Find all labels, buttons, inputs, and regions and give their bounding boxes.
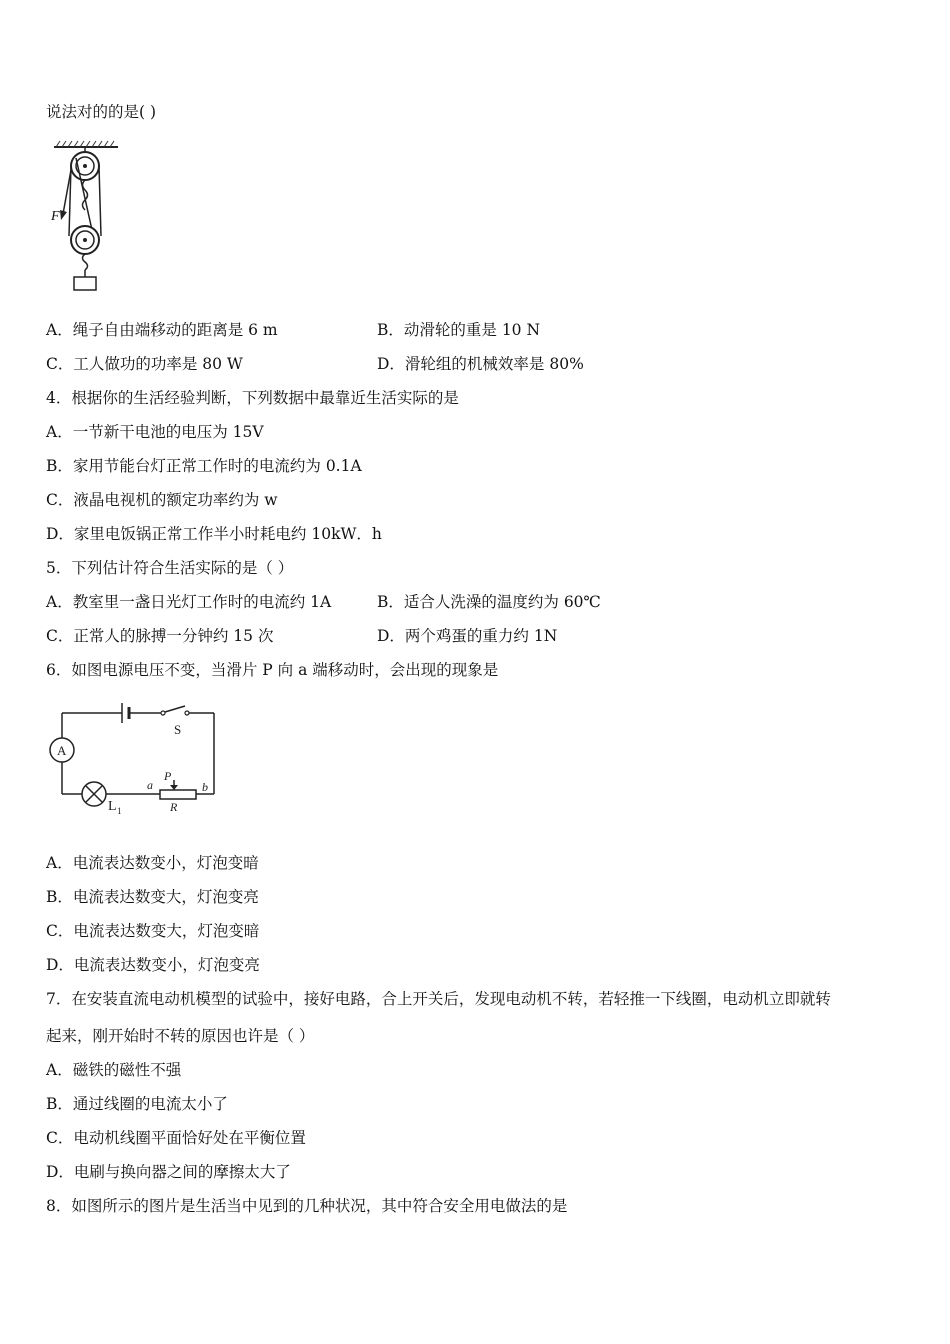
q3-option-d: D．滑轮组的机械效率是 80% bbox=[377, 355, 584, 373]
q8-stem: 8．如图所示的图片是生活当中见到的几种状况，其中符合安全用电做法的是 bbox=[46, 1197, 568, 1215]
switch-blade bbox=[165, 706, 185, 712]
lamp-subscript: 1 bbox=[117, 806, 122, 816]
switch-label: S bbox=[174, 722, 182, 737]
q7-stem-line2: 起来，刚开始时不转的原因也许是（ ） bbox=[46, 1027, 315, 1045]
q4-option-c: C．液晶电视机的额定功率约为 w bbox=[46, 491, 278, 509]
q3-option-a: A．绳子自由端移动的距离是 6 m bbox=[46, 321, 278, 339]
a-end-label: a bbox=[147, 778, 153, 792]
q7-option-b: B．通过线圈的电流太小了 bbox=[46, 1095, 228, 1113]
q7-option-a: A．磁铁的磁性不强 bbox=[46, 1061, 182, 1079]
q6-option-d: D．电流表达数变小，灯泡变亮 bbox=[46, 956, 260, 974]
q5-option-a: A．教室里一盏日光灯工作时的电流约 1A bbox=[46, 593, 332, 611]
q3-option-b: B．动滑轮的重是 10 N bbox=[377, 321, 541, 339]
q6-option-b: B．电流表达数变大，灯泡变亮 bbox=[46, 888, 259, 906]
q5-stem: 5．下列估计符合生活实际的是（ ） bbox=[46, 559, 294, 577]
q4-option-d: D．家里电饭锅正常工作半小时耗电约 10kW．h bbox=[46, 525, 382, 543]
lamp-label: L bbox=[108, 799, 117, 814]
p-label: P bbox=[164, 769, 172, 783]
q5-option-d: D．两个鸡蛋的重力约 1N bbox=[377, 627, 558, 645]
q3-option-c: C．工人做功的功率是 80 W bbox=[46, 355, 243, 373]
switch-pivot bbox=[161, 711, 165, 715]
q4-option-b: B．家用节能台灯正常工作时的电流约为 0.1A bbox=[46, 457, 362, 475]
pulley-figure bbox=[46, 140, 126, 295]
q5-option-c: C．正常人的脉搏一分钟约 15 次 bbox=[46, 627, 274, 645]
rheostat-symbol bbox=[160, 790, 196, 799]
r-label: R bbox=[170, 800, 178, 814]
q4-stem: 4．根据你的生活经验判断，下列数据中最靠近生活实际的是 bbox=[46, 389, 459, 407]
force-label: F bbox=[51, 209, 60, 224]
q7-stem-line1: 7．在安装直流电动机模型的试验中，接好电路，合上开关后，发现电动机不转，若轻推一下线圈，电动机立即就转 bbox=[46, 990, 831, 1008]
q4-option-a: A．一节新干电池的电压为 15V bbox=[46, 423, 264, 441]
b-end-label: b bbox=[202, 780, 208, 794]
q7-option-d: D．电刷与换向器之间的摩擦太大了 bbox=[46, 1163, 291, 1181]
circuit-figure bbox=[44, 700, 224, 825]
q7-option-c: C．电动机线圈平面恰好处在平衡位置 bbox=[46, 1129, 306, 1147]
ammeter-label: A bbox=[57, 743, 67, 758]
q6-option-a: A．电流表达数变小，灯泡变暗 bbox=[46, 854, 259, 872]
q3-stem-tail: 说法对的的是( ) bbox=[46, 103, 157, 121]
q6-option-c: C．电流表达数变大，灯泡变暗 bbox=[46, 922, 260, 940]
q6-stem: 6．如图电源电压不变，当滑片 P 向 a 端移动时，会出现的现象是 bbox=[46, 661, 499, 679]
q5-option-b: B．适合人洗澡的温度约为 60℃ bbox=[377, 593, 601, 611]
